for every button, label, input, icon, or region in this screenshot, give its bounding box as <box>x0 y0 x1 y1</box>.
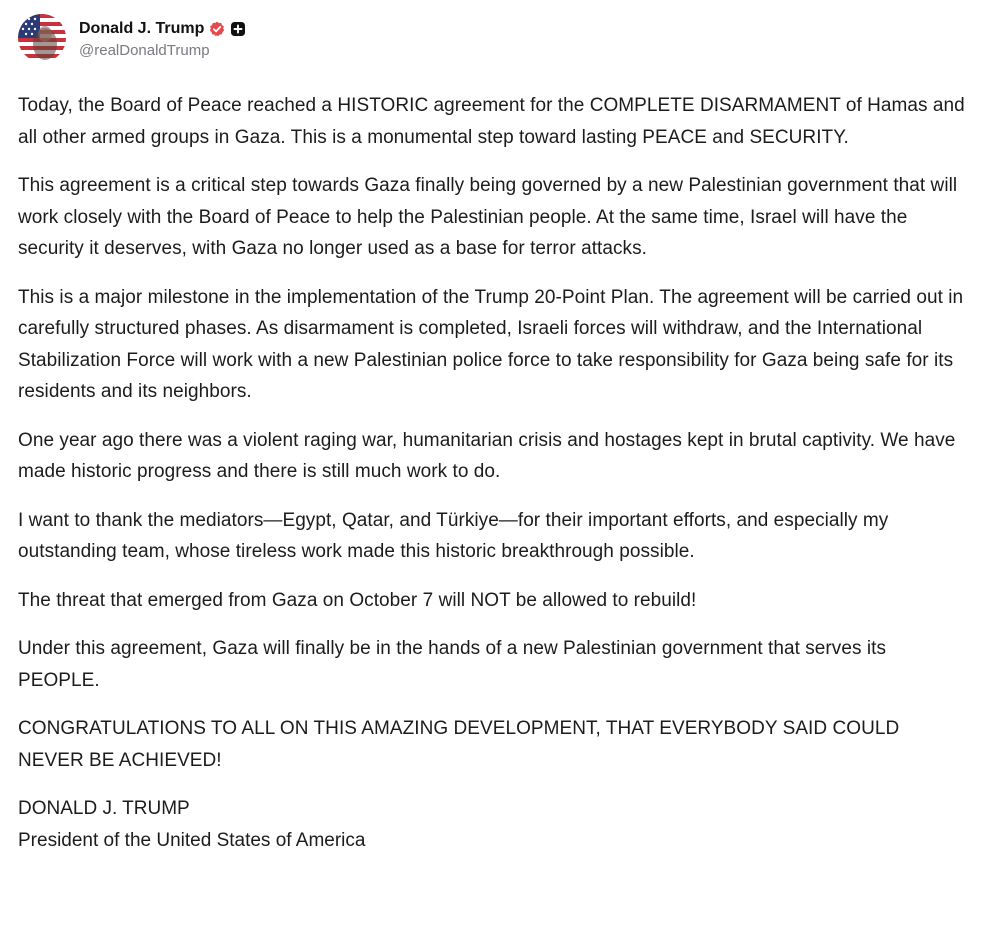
avatar-flag-image <box>18 14 66 62</box>
verified-check-icon <box>209 21 225 37</box>
post-header <box>18 12 968 64</box>
post-body <box>18 90 968 856</box>
author-display-name[interactable]: Donald J. Trump <box>79 20 205 37</box>
post-paragraph: Today, the Board of Peace reached a HISTORIC agreement for the COMPLETE DISARMAMENT of Hamas and all other armed groups in Gaza. This is a monumental step toward lasting PEACE and SECURITY. <box>18 95 965 148</box>
author-handle[interactable]: @realDonaldTrump <box>79 42 210 59</box>
post-paragraph: I want to thank the mediators—Egypt, Qatar, and Türkiye—for their important efforts, and especially my outstanding team, whose tireless work made this historic breakthrough possible. <box>18 509 889 562</box>
signature-name: DONALD J. TRUMP <box>18 798 190 819</box>
author-names <box>79 17 246 59</box>
post-paragraph: Under this agreement, Gaza will finally be in the hands of a new Palestinian government that serves its PEOPLE. <box>18 638 886 691</box>
post-signature <box>18 793 968 856</box>
name-row <box>79 17 246 41</box>
post-paragraph: One year ago there was a violent raging war, humanitarian crisis and hostages kept in brutal captivity. We have made historic progress and there is still much work to do. <box>18 429 956 482</box>
american-flag-avatar[interactable] <box>18 14 66 62</box>
post-paragraph: This is a major milestone in the implementation of the Trump 20-Point Plan. The agreement will be carried out in carefully structured phases. As disarmament is completed, Israeli forces will withdraw, and the International Stabilization Force will work with a new Palestinian police force to take responsibility for Gaza being safe for its residents and its neighbors. <box>18 286 964 402</box>
post-paragraph: The threat that emerged from Gaza on October 7 will NOT be allowed to rebuild! <box>18 589 697 611</box>
post-paragraph: CONGRATULATIONS TO ALL ON THIS AMAZING DEVELOPMENT, THAT EVERYBODY SAID COULD NEVER BE ACHIEVED! <box>18 718 900 771</box>
post-paragraph: This agreement is a critical step towards Gaza finally being governed by a new Palestinian government that will work closely with the Board of Peace to help the Palestinian people. At the same time, Israel will have the security it deserves, with Gaza no longer used as a base for terror attacks. <box>18 175 958 259</box>
signature-title: President of the United States of America <box>18 829 366 851</box>
plus-badge-icon <box>230 21 246 37</box>
